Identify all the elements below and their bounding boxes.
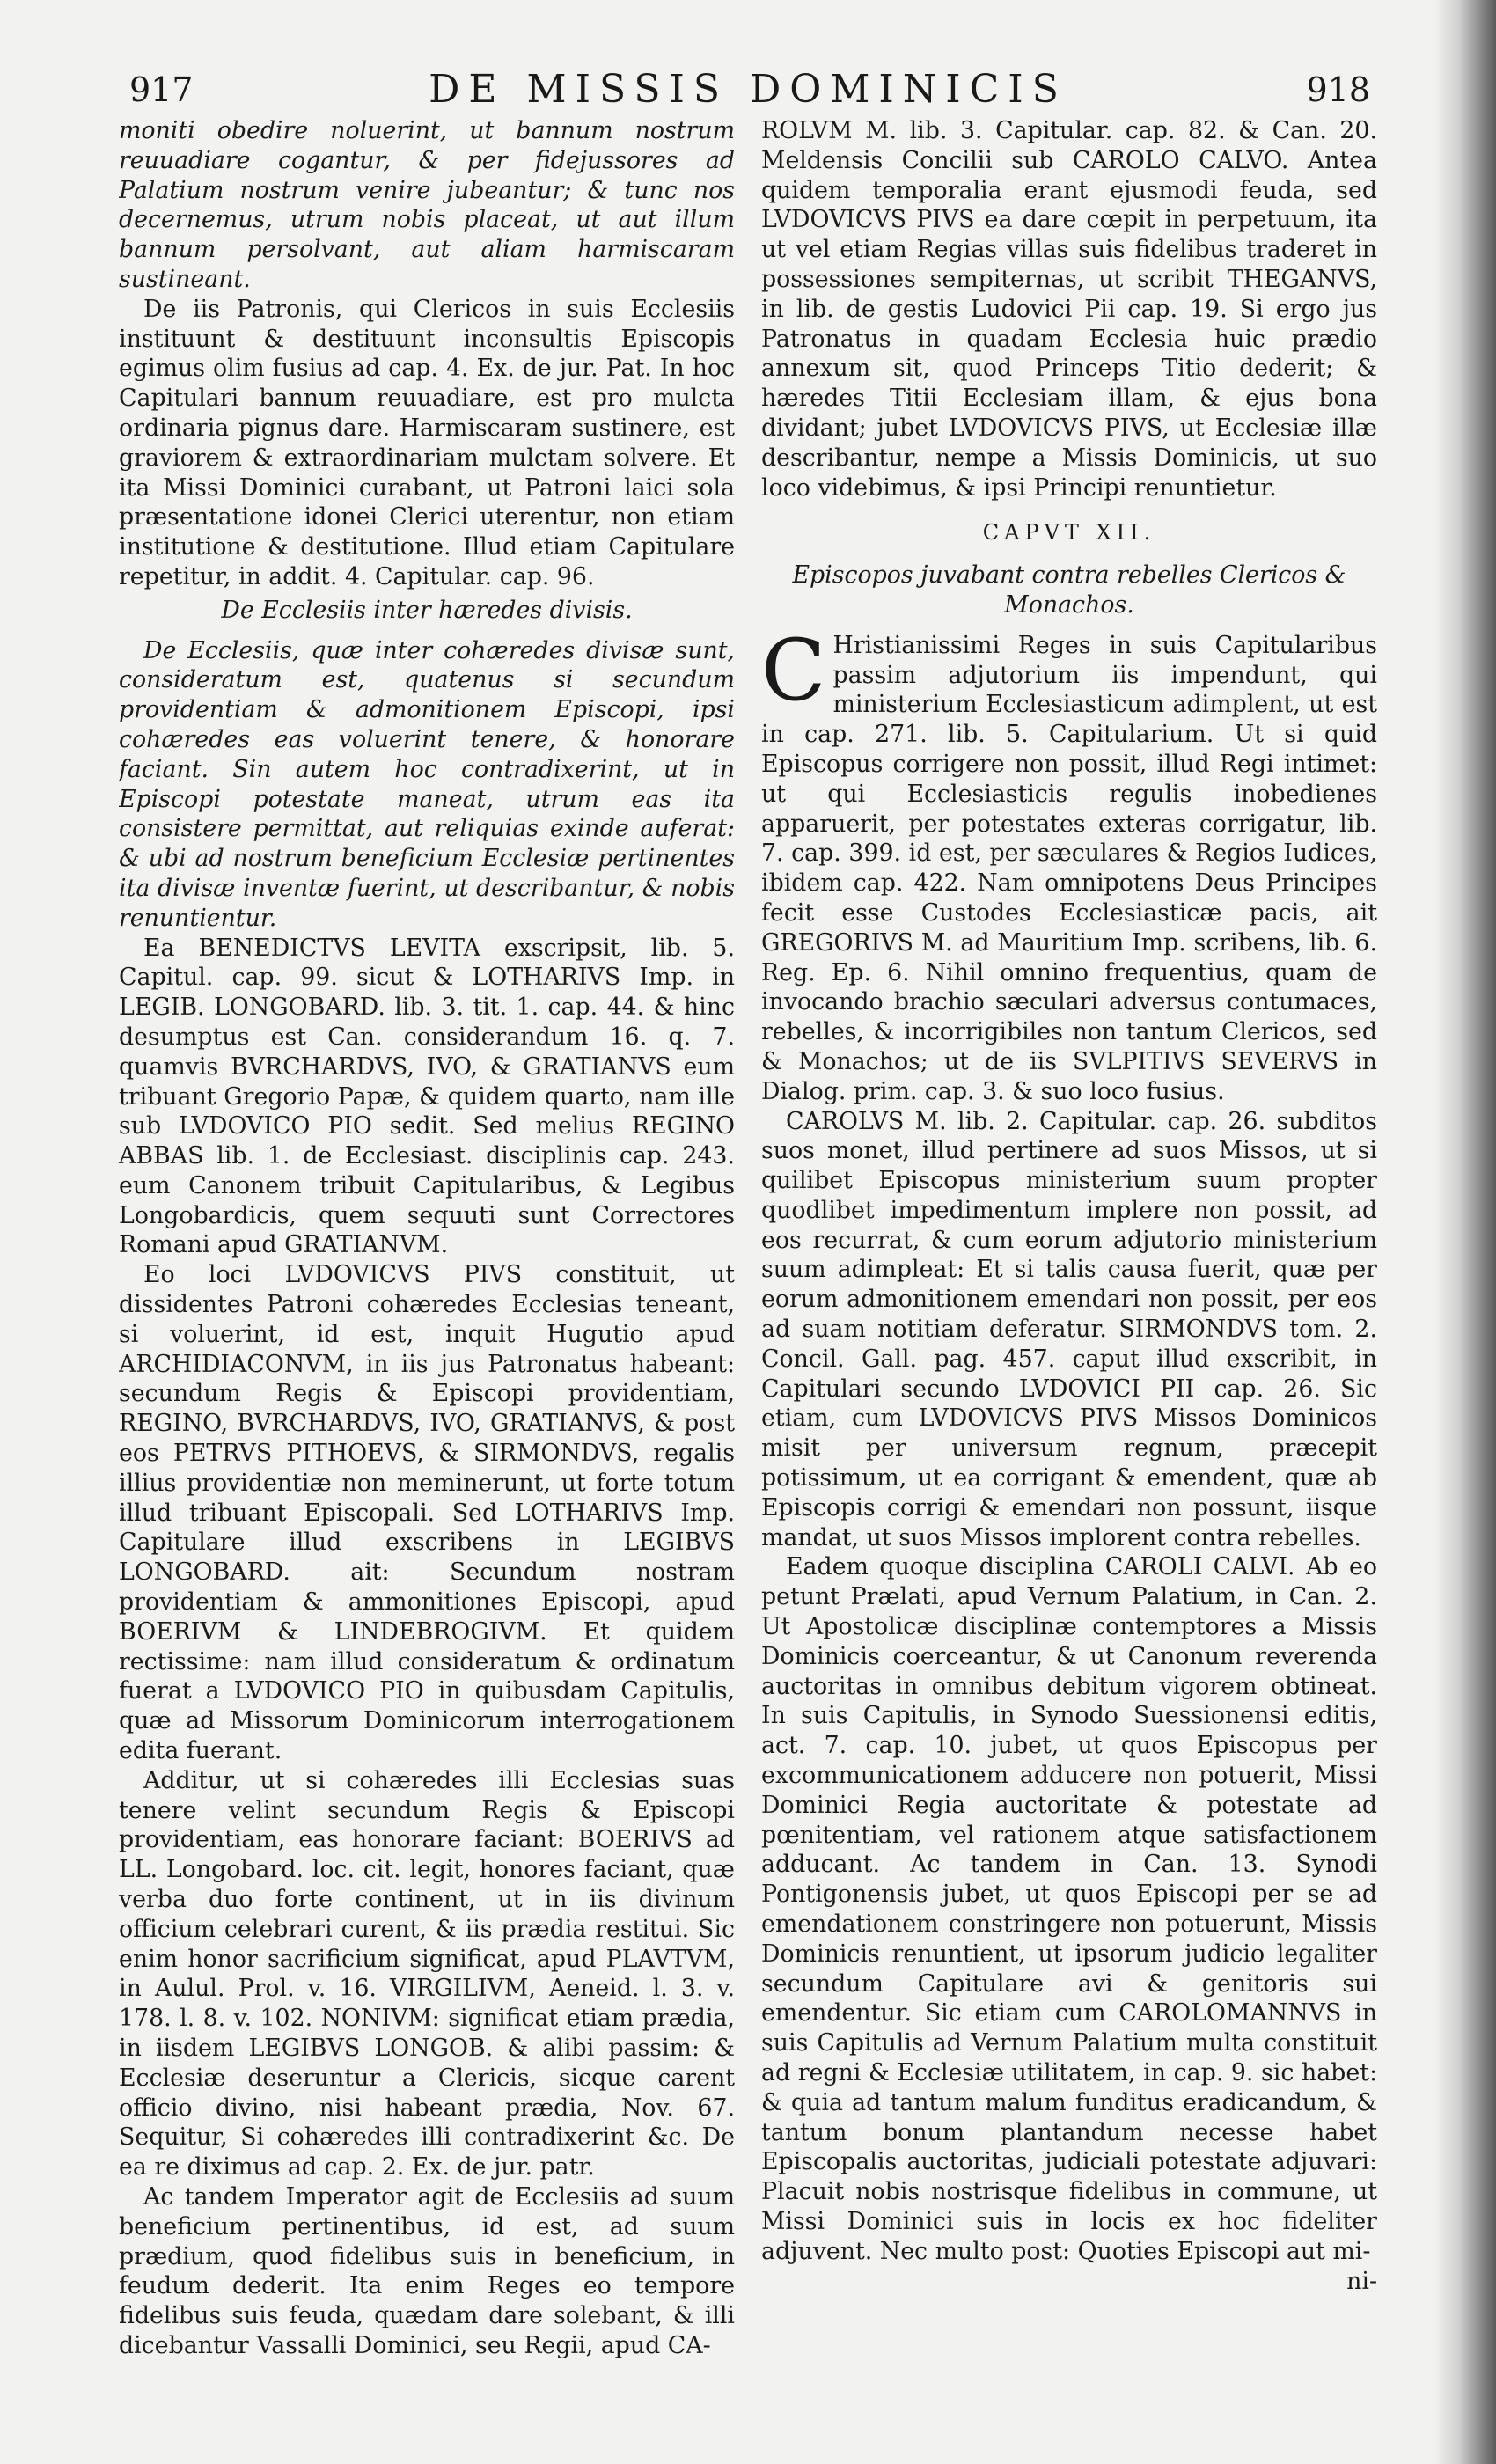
paragraph: Ea BENEDICTVS LEVITA exscripsit, lib. 5. Capitul. cap. 99. sicut & LOTHARIVS Imp. in LEGIB. LONGOBARD. lib. 3. tit. 1. cap. 44. & hinc desumptus est Can. considerandum 16. q. 7. quamvis BVRCHARDVS, IVO, & GRATIANVS eum tribuant Gregorio Papæ, & quidem quarto, nam ille sub LVDOVICO PIO sedit. Sed melius REGINO ABBAS lib. 1. de Ecclesiast. disciplinis cap. 243. eum Canonem tribuit Capitularibus, & Legibus Longobardicis, quem sequuti sunt Correctores Romani apud GRATIANVM. bbox=[119, 934, 735, 1259]
right-column bbox=[761, 116, 1377, 2422]
chapter-heading: CAPVT XII. bbox=[982, 520, 1156, 546]
paragraph: De Ecclesiis, quæ inter cohæredes divisæ sunt, consideratum est, quatenus si secundum providentiam & admonitionem Episcopi, ipsi cohæredes eas voluerint tenere, & honorare faciant. Sin autem hoc contradixerint, ut in Episcopi potestate maneat, utrum eas ita consistere permittat, aut reliquias exinde auferat: & ubi ad nostrum beneficium Ecclesiæ pertinentes ita divisæ inventæ fuerint, ut describantur, & nobis renuntientur. bbox=[119, 636, 735, 932]
section-heading: De Ecclesiis inter hæredes divisis. bbox=[221, 596, 633, 624]
page-number-right: 918 bbox=[1306, 70, 1370, 109]
paragraph: CAROLVS M. lib. 2. Capitular. cap. 26. subditos suos monet, illud pertinere ad suos Missos, ut si quilibet Episcopus ministerium suum propter quodlibet impedimentum implere non possit, ad eos recurrat, & cum eorum adjutorio ministerium suum adimpleat: Et si talis causa fuerit, quæ per eorum admonitionem emendari non possit, per eos ad suam notitiam deferatur. SIRMONDVS tom. 2. Concil. Gall. pag. 457. caput illud exscribit, in Capitulari secundo LVDOVICI PII cap. 26. Sic etiam, cum LVDOVICVS PIVS Missos Dominicos misit per universum regnum, præcepit potissimum, ut ea corrigant & emendent, quæ ab Episcopis corrigi & emendari non possunt, iisque mandat, ut suos Missos implorent contra rebelles. bbox=[761, 1107, 1377, 1551]
paragraph bbox=[761, 620, 1377, 1107]
catchword: ni- bbox=[1346, 2267, 1377, 2295]
page-number-left: 917 bbox=[129, 70, 194, 109]
section-heading: Episcopos juvabant contra rebelles Clericos & Monachos. bbox=[792, 561, 1346, 619]
paragraph: ROLVM M. lib. 3. Capitular. cap. 82. & Can. 20. Meldensis Concilii sub CAROLO CALVO. Antea quidem temporalia erant ejusmodi feuda, sed LVDOVICVS PIVS ea dare cœpit in perpetuum, ita ut vel etiam Regias villas suis fidelibus traderet in possessiones sempiternas, ut scribit THEGANVS, in lib. de gestis Ludovici Pii cap. 19. Si ergo jus Patronatus in quadam Ecclesia huic prædio annexum sit, quod Princeps Titio dederit; & hæredes Titii Ecclesiam illam, & ejus bona dividant; jubet LVDOVICVS PIVS, ut Ecclesiæ illæ describantur, nempe a Missis Dominicis, ut suo loco videbimus, & ipsi Principi renuntietur. bbox=[761, 117, 1377, 502]
paragraph: Eadem quoque disciplina CAROLI CALVI. Ab eo petunt Prælati, apud Vernum Palatium, in Can. 2. Ut Apostolicæ disciplinæ contemptores a Missis Dominicis coerceantur, & ut Canonum reverenda auctoritas in omnibus debitum vigorem obtineat. In suis Capitulis, in Synodo Suessionensi editis, act. 7. cap. 10. jubet, ut quos Episcopus per excommunicationem adducere non potuerit, Missi Dominici Regia auctoritate & potestate ad pœnitentiam, vel rationem atque satisfactionem adducant. Ac tandem in Can. 13. Synodi Pontigonensis jubet, ut quos Episcopi per se ad emendationem constringere non potuerunt, Missis Dominicis renuntient, ut ipsorum judicio legaliter secundum Capitulare avi & genitoris sui emendentur. Sic etiam cum CAROLOMANNVS in suis Capitulis ad Vernum Palatium multa constituit ad regni & Ecclesiæ utilitatem, in cap. 9. sic habet: & quia ad tantum malum funditus eradicandum, & tantum bonum plantandum necesse habet Episcopalis auctoritas, judiciali potestate adjuvari: Placuit nobis nostrisque fidelibus in commune, ut Missi Dominici suis in locis ex hoc fideliter adjuvent. Nec multo post: Quoties Episcopi aut mi- bbox=[761, 1553, 1377, 2265]
running-header bbox=[119, 62, 1377, 113]
paragraph: De iis Patronis, qui Clericos in suis Ecclesiis instituunt & destituunt inconsultis Episcopis egimus olim fusius ad cap. 4. Ex. de jur. Pat. In hoc Capitulari bannum reuuadiare, est pro mulcta ordinaria pignus dare. Harmiscaram sustinere, est graviorem & extraordinariam mulctam solvere. Et ita Missi Dominici curabant, ut Patroni laici sola præsentatione idonei Clerici uterentur, non etiam institutione & destitutione. Illud etiam Capitulare repetitur, in addit. 4. Capitular. cap. 96. bbox=[119, 295, 735, 590]
paragraph: Additur, ut si cohæredes illi Ecclesias suas tenere velint secundum Regis & Episcopi providentiam, eas honorare faciant: BOERIVS ad LL. Longobard. loc. cit. legit, honores faciant, quæ verba duo forte continent, ut in iis divinum officium celebrari curent, & iis prædia restitui. Sic enim honor sacrificium significat, apud PLAVTVM, in Aulul. Prol. v. 16. VIRGILIVM, Aeneid. l. 3. v. 178. l. 8. v. 102. NONIVM: significat etiam prædia, in iisdem LEGIBVS LONGOB. & alibi passim: & Ecclesiæ deseruntur a Clericis, sicque carent officio divino, nisi habeant prædia, Nov. 67. Sequitur, Si cohæredes illi contradixerint &c. De ea re diximus ad cap. 2. Ex. de jur. patr. bbox=[119, 1766, 735, 2182]
book-page bbox=[119, 62, 1377, 2429]
left-column bbox=[119, 116, 735, 2422]
paragraph: moniti obedire noluerint, ut bannum nostrum reuuadiare cogantur, & per fidejussores ad Palatium nostrum venire jubeantur; & tunc nos decernemus, utrum nobis placeat, ut aut illum bannum persolvant, aut aliam harmiscaram sustineant. bbox=[119, 117, 735, 293]
paragraph: Ac tandem Imperator agit de Ecclesiis ad suum beneficium pertinentibus, id est, ad suum prædium, quod fidelibus suis in beneficium, in feudum dederit. Ita enim Reges eo tempore fidelibus suis feuda, quædam dare solebant, & illi dicebantur Vassalli Dominici, seu Regii, apud CA- bbox=[119, 2182, 735, 2359]
paragraph-text: Hristianissimi Reges in suis Capitularibus passim adjutorium iis impendunt, qui ministerium Ecclesiasticum adimplent, ut est in cap. 271. lib. 5. Capitularium. Ut si quid Episcopus corrigere non possit, illud Regi intimet: ut qui Ecclesiasticis regulis inobedienes apparuerit, per potestates exteras corrigatur, lib. 7. cap. 399. id est, per sæculares & Regios Iudices, ibidem cap. 422. Nam omnipotens Deus Principes fecit esse Custodes Ecclesiasticæ pacis, ait GREGORIVS M. ad Mauritium Imp. scribens, lib. 6. Reg. Ep. 6. Nihil omnino frequentius, quam de invocando brachio sæculari adversus contumaces, rebelles, & incorrigibiles non tantum Clericos, sed & Monachos; ut de iis SVLPITIVS SEVERVS in Dialog. prim. cap. 3. & suo loco fusius. bbox=[761, 631, 1377, 1105]
paragraph: Eo loci LVDOVICVS PIVS constituit, ut dissidentes Patroni cohæredes Ecclesias teneant, si voluerint, id est, inquit Hugutio apud ARCHIDIACONVM, in iis jus Patronatus habeant: secundum Regis & Episcopi providentiam, REGINO, BVRCHARDVS, IVO, GRATIANVS, & post eos PETRVS PITHOEVS, & SIRMONDVS, regalis illius providentiæ non meminerunt, ut forte totum illud tribuant Episcopali. Sed LOTHARIVS Imp. Capitulare illud exscribens in LEGIBVS LONGOBARD. ait: Secundum nostram providentiam & ammonitiones Episcopi, apud BOERIVM & LINDEBROGIVM. Et quidem rectissime: nam illud consideratum & ordinatum fuerat a LVDOVICO PIO in quibusdam Capitulis, quæ ad Missorum Dominicorum interrogationem edita fuerant. bbox=[119, 1261, 735, 1765]
page-edge-shadow bbox=[1434, 0, 1496, 2464]
running-title: DE MISSIS DOMINICIS bbox=[429, 67, 1067, 112]
text-columns bbox=[119, 116, 1377, 2422]
drop-capital: C bbox=[761, 620, 826, 720]
